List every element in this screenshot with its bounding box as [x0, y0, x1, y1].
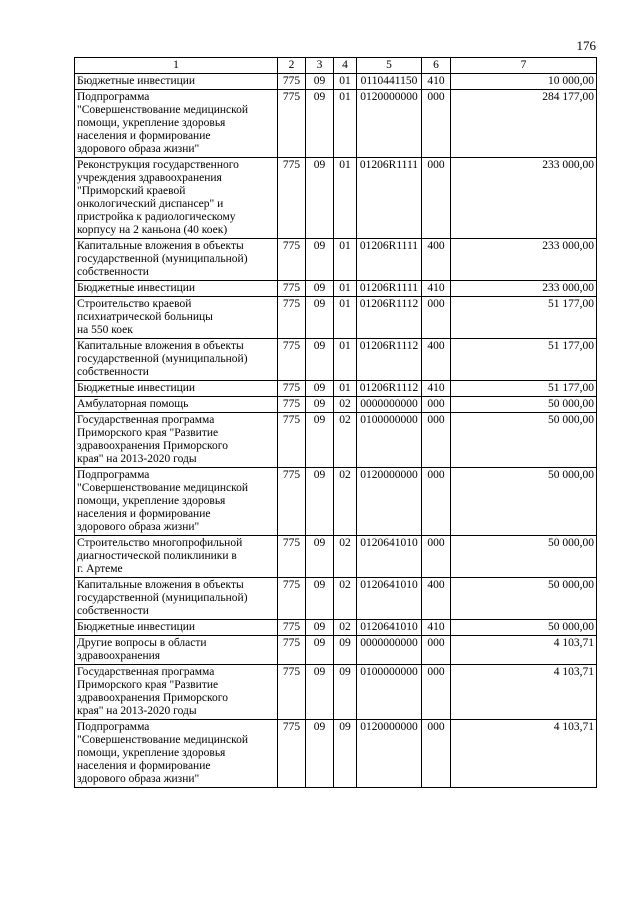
- subsection-code-cell: 01: [334, 90, 357, 158]
- subsection-code-cell: 09: [334, 720, 357, 788]
- expense-type-cell: 000: [422, 536, 451, 578]
- row-name-cell: Подпрограмма "Совершенствование медицинской помощи, укрепление здоровья населения и формирование здорового образа жизни": [75, 90, 278, 158]
- section-code-cell: 09: [306, 413, 334, 468]
- expense-type-cell: 000: [422, 158, 451, 239]
- amount-cell: 4 103,71: [451, 636, 597, 665]
- expense-type-cell: 400: [422, 239, 451, 281]
- row-name-cell: Государственная программа Приморского края "Развитие здравоохранения Приморского края" на 2013-2020 годы: [75, 665, 278, 720]
- subsection-code-cell: 01: [334, 281, 357, 297]
- row-name-cell: Бюджетные инвестиции: [75, 74, 278, 90]
- subsection-code-cell: 01: [334, 297, 357, 339]
- subsection-code-cell: 01: [334, 158, 357, 239]
- section-code-cell: 09: [306, 536, 334, 578]
- section-code-cell: 09: [306, 720, 334, 788]
- table-row: [75, 397, 597, 413]
- row-name-cell: Государственная программа Приморского края "Развитие здравоохранения Приморского края" на 2013-2020 годы: [75, 413, 278, 468]
- target-article-cell: 0110441150: [357, 74, 422, 90]
- target-article-cell: 0000000000: [357, 636, 422, 665]
- expense-type-cell: 000: [422, 665, 451, 720]
- table-row: [75, 158, 597, 239]
- table-row: [75, 297, 597, 339]
- column-header: 3: [306, 58, 334, 74]
- subsection-code-cell: 02: [334, 397, 357, 413]
- amount-cell: 4 103,71: [451, 720, 597, 788]
- target-article-cell: 0100000000: [357, 413, 422, 468]
- target-article-cell: 0120000000: [357, 468, 422, 536]
- amount-cell: 50 000,00: [451, 578, 597, 620]
- section-code-cell: 09: [306, 397, 334, 413]
- table-row: [75, 281, 597, 297]
- section-code-cell: 09: [306, 297, 334, 339]
- expense-type-cell: 410: [422, 281, 451, 297]
- expense-type-cell: 000: [422, 720, 451, 788]
- subsection-code-cell: 02: [334, 620, 357, 636]
- expense-type-cell: 000: [422, 90, 451, 158]
- amount-cell: 4 103,71: [451, 665, 597, 720]
- row-name-cell: Капитальные вложения в объекты государственной (муниципальной) собственности: [75, 578, 278, 620]
- ministry-code-cell: 775: [278, 239, 306, 281]
- table-row: [75, 536, 597, 578]
- section-code-cell: 09: [306, 578, 334, 620]
- amount-cell: 51 177,00: [451, 297, 597, 339]
- target-article-cell: 0120641010: [357, 536, 422, 578]
- section-code-cell: 09: [306, 74, 334, 90]
- amount-cell: 51 177,00: [451, 381, 597, 397]
- subsection-code-cell: 01: [334, 74, 357, 90]
- subsection-code-cell: 01: [334, 339, 357, 381]
- ministry-code-cell: 775: [278, 297, 306, 339]
- subsection-code-cell: 02: [334, 413, 357, 468]
- row-name-cell: Другие вопросы в области здравоохранения: [75, 636, 278, 665]
- table-row: [75, 720, 597, 788]
- section-code-cell: 09: [306, 665, 334, 720]
- table-row: [75, 468, 597, 536]
- column-header: 4: [334, 58, 357, 74]
- subsection-code-cell: 01: [334, 239, 357, 281]
- section-code-cell: 09: [306, 158, 334, 239]
- expense-type-cell: 000: [422, 413, 451, 468]
- ministry-code-cell: 775: [278, 90, 306, 158]
- column-header: 1: [75, 58, 278, 74]
- target-article-cell: 01206R1111: [357, 239, 422, 281]
- expense-type-cell: 000: [422, 297, 451, 339]
- target-article-cell: 01206R1111: [357, 281, 422, 297]
- section-code-cell: 09: [306, 636, 334, 665]
- amount-cell: 51 177,00: [451, 339, 597, 381]
- table-row: [75, 381, 597, 397]
- amount-cell: 50 000,00: [451, 397, 597, 413]
- column-header: 2: [278, 58, 306, 74]
- row-name-cell: Капитальные вложения в объекты государственной (муниципальной) собственности: [75, 339, 278, 381]
- ministry-code-cell: 775: [278, 74, 306, 90]
- section-code-cell: 09: [306, 468, 334, 536]
- target-article-cell: 0120000000: [357, 90, 422, 158]
- target-article-cell: 0120641010: [357, 578, 422, 620]
- row-name-cell: Бюджетные инвестиции: [75, 281, 278, 297]
- ministry-code-cell: 775: [278, 468, 306, 536]
- ministry-code-cell: 775: [278, 413, 306, 468]
- row-name-cell: Амбулаторная помощь: [75, 397, 278, 413]
- expense-type-cell: 410: [422, 74, 451, 90]
- ministry-code-cell: 775: [278, 720, 306, 788]
- row-name-cell: Подпрограмма "Совершенствование медицинской помощи, укрепление здоровья населения и формирование здорового образа жизни": [75, 720, 278, 788]
- table-row: [75, 413, 597, 468]
- target-article-cell: 01206R1111: [357, 158, 422, 239]
- budget-table: [74, 57, 597, 788]
- row-name-cell: Реконструкция государственного учреждения здравоохранения "Приморский краевой онкологический диспансер" и пристройка к радиологическому корпусу на 2 каньона (40 коек): [75, 158, 278, 239]
- amount-cell: 50 000,00: [451, 620, 597, 636]
- row-name-cell: Строительство краевой психиатрической больницы на 550 коек: [75, 297, 278, 339]
- page-number: 176: [576, 38, 596, 53]
- expense-type-cell: 000: [422, 636, 451, 665]
- ministry-code-cell: 775: [278, 536, 306, 578]
- amount-cell: 233 000,00: [451, 281, 597, 297]
- amount-cell: 284 177,00: [451, 90, 597, 158]
- ministry-code-cell: 775: [278, 578, 306, 620]
- section-code-cell: 09: [306, 620, 334, 636]
- section-code-cell: 09: [306, 239, 334, 281]
- ministry-code-cell: 775: [278, 158, 306, 239]
- column-header-row: [75, 58, 597, 74]
- ministry-code-cell: 775: [278, 636, 306, 665]
- amount-cell: 50 000,00: [451, 468, 597, 536]
- subsection-code-cell: 09: [334, 636, 357, 665]
- section-code-cell: 09: [306, 90, 334, 158]
- amount-cell: 233 000,00: [451, 158, 597, 239]
- row-name-cell: Бюджетные инвестиции: [75, 381, 278, 397]
- ministry-code-cell: 775: [278, 339, 306, 381]
- target-article-cell: 0100000000: [357, 665, 422, 720]
- table-row: [75, 339, 597, 381]
- row-name-cell: Подпрограмма "Совершенствование медицинской помощи, укрепление здоровья населения и формирование здорового образа жизни": [75, 468, 278, 536]
- section-code-cell: 09: [306, 381, 334, 397]
- subsection-code-cell: 09: [334, 665, 357, 720]
- target-article-cell: 01206R1112: [357, 297, 422, 339]
- table-row: [75, 636, 597, 665]
- expense-type-cell: 000: [422, 397, 451, 413]
- amount-cell: 50 000,00: [451, 536, 597, 578]
- subsection-code-cell: 01: [334, 381, 357, 397]
- column-header: 5: [357, 58, 422, 74]
- amount-cell: 50 000,00: [451, 413, 597, 468]
- subsection-code-cell: 02: [334, 536, 357, 578]
- amount-cell: 233 000,00: [451, 239, 597, 281]
- column-header: 7: [451, 58, 597, 74]
- amount-cell: 10 000,00: [451, 74, 597, 90]
- target-article-cell: 0120000000: [357, 720, 422, 788]
- expense-type-cell: 000: [422, 468, 451, 536]
- target-article-cell: 0000000000: [357, 397, 422, 413]
- section-code-cell: 09: [306, 281, 334, 297]
- table-row: [75, 74, 597, 90]
- expense-type-cell: 400: [422, 339, 451, 381]
- target-article-cell: 0120641010: [357, 620, 422, 636]
- row-name-cell: Строительство многопрофильной диагностической поликлиники в г. Артеме: [75, 536, 278, 578]
- ministry-code-cell: 775: [278, 397, 306, 413]
- table-row: [75, 578, 597, 620]
- section-code-cell: 09: [306, 339, 334, 381]
- ministry-code-cell: 775: [278, 381, 306, 397]
- subsection-code-cell: 02: [334, 468, 357, 536]
- target-article-cell: 01206R1112: [357, 381, 422, 397]
- row-name-cell: Бюджетные инвестиции: [75, 620, 278, 636]
- row-name-cell: Капитальные вложения в объекты государственной (муниципальной) собственности: [75, 239, 278, 281]
- table-row: [75, 239, 597, 281]
- expense-type-cell: 410: [422, 620, 451, 636]
- subsection-code-cell: 02: [334, 578, 357, 620]
- column-header: 6: [422, 58, 451, 74]
- ministry-code-cell: 775: [278, 281, 306, 297]
- ministry-code-cell: 775: [278, 620, 306, 636]
- table-row: [75, 620, 597, 636]
- table-row: [75, 90, 597, 158]
- table-row: [75, 665, 597, 720]
- expense-type-cell: 410: [422, 381, 451, 397]
- ministry-code-cell: 775: [278, 665, 306, 720]
- expense-type-cell: 400: [422, 578, 451, 620]
- target-article-cell: 01206R1112: [357, 339, 422, 381]
